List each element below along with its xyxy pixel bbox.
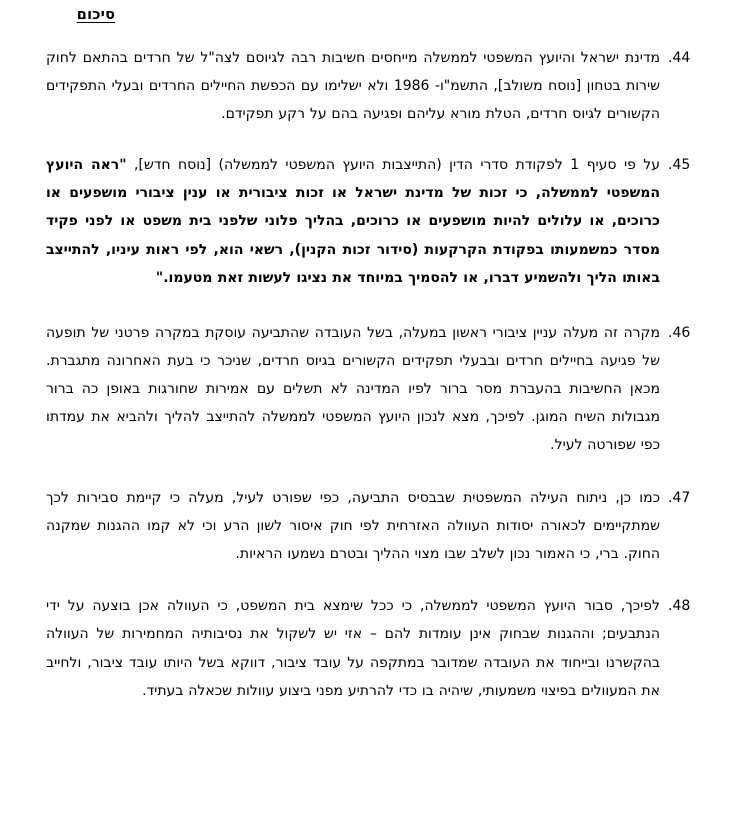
numbered-paragraph: [46, 44, 706, 129]
page-heading-container: [46, 4, 706, 24]
paragraph-text: מקרה זה מעלה עניין ציבורי ראשון במעלה, בשל העובדה שהתביעה עוסקת במקרה פרטני של תופעה של פגיעה בחיילים חרדים ובבעלי תפקידים הקשורים בגיוס חרדים, שניכר כי בעת האחרונה מתגברת. מכאן החשיבות בהעברת מסר ברור לפיו המדינה לא תשלים עם אמירות שחורגות באופן כה ברור מגבולות השיח המוגן. לפיכך, מצא לנכון היועץ המשפטי לממשלה להתייצב להליך ולהביא את עמדתו כפי שפורטה לעיל.: [46, 324, 660, 454]
paragraph-number: .48: [668, 598, 691, 615]
document-body: [46, 44, 706, 705]
paragraph-lead-text: על פי סעיף 1 לפקודת סדרי הדין (התייצבות היועץ המשפטי לממשלה) [נוסח חדש],: [133, 156, 660, 173]
paragraph-text: מדינת ישראל והיועץ המשפטי לממשלה מייחסים חשיבות רבה לגיוסם לצה"ל של חרדים בהתאם לחוק שירות בטחון [נוסח משולב], התשמ"ו- 1986 ולא ישלימו עם הכפשת החיילים החרדים ובעלי התפקידים הקשורים לגיוס חרדים, הטלת מורא עליהם ופגיעה בהם על רקע תפקידם.: [46, 50, 660, 123]
page-title: סיכום: [76, 7, 116, 23]
paragraph-text: כמו כן, ניתוח העילה המשפטית שבבסיס התביעה, כפי שפורט לעיל, מעלה כי קיימת סבירות לכך שמתקיימים לכאורה יסודות העוולה האזרחית לפי חוק איסור לשון הרע וכי לא קמו ההגנות שמקנה החוק. ברי, כי האמור נכון לשלב שבו מצוי ההליך ובטרם נשמעו הראיות.: [46, 489, 660, 563]
quoted-statute-text: "ראה היועץ המשפטי לממשלה, כי זכות של מדינת ישראל או זכות ציבורית או ענין ציבורי מושפעים או כרוכים, או עלולים להיות מושפעים או כרוכים, בהליך פלוני שלפני בית משפט או לפני פקיד מסדר כמשמעותו בפקודת הקרקעות (סידור זכות הקנין), רשאי הוא, לפי ראות עיניו, להתייצב באותו הליך ולהשמיע דברו, או להסמיך במיוחד את נציגו לעשות זאת מטעמו.": [46, 156, 660, 287]
numbered-paragraph: [46, 151, 706, 293]
numbered-paragraph: [46, 319, 706, 460]
paragraph-number: .44: [668, 50, 691, 66]
paragraph-text: [46, 151, 660, 293]
paragraph-number: .47: [668, 489, 691, 506]
paragraph-text: לפיכך, סבור היועץ המשפטי לממשלה, כי ככל שימצא בית המשפט, כי העוולה אכן בוצעה על ידי הנתבעים; וההגנות שבחוק אינן עומדות להם – אזי יש לשקול את נסיבותיה המחמירות של העוולה בהקשרנו ובייחוד את העובדה שמדובר במתקפה על עובד ציבור, דווקא בשל היותו עובד ציבור, ולחייב את המעוולים בפיצוי משמעותי, שיהיה בו כדי להרתיע מפני ביצוע עוולות שכאלה בעתיד.: [46, 598, 660, 699]
numbered-paragraph: [46, 484, 706, 569]
numbered-paragraph: [46, 592, 706, 705]
paragraph-number: .45: [668, 156, 691, 173]
paragraph-number: .46: [668, 324, 691, 341]
